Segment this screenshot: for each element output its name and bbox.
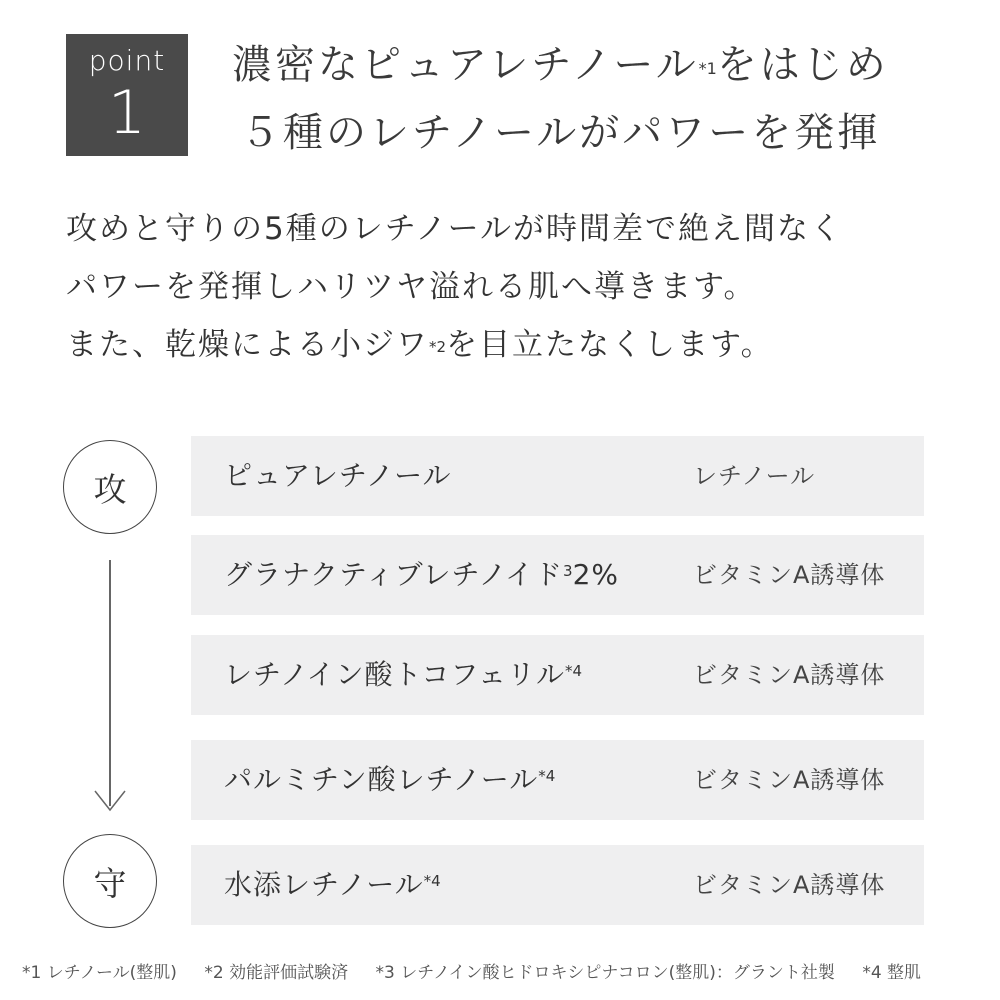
intro-line-3-tail: を目立たなくします。 [446,327,774,363]
headline-line-2: ５種のレチノールがパワーを発揮 [240,110,881,156]
badge-number: 1 [107,78,147,148]
attack-marker: 攻 [63,440,157,534]
footnote-2: *2 効能評価試験済 [204,963,349,983]
ingredient-name-text: ピュアレチノール [224,459,452,492]
intro-text [66,200,966,374]
ingredient-concentration: 2% [572,558,620,591]
ingredient-name [224,635,582,715]
ingredient-name [224,535,619,615]
badge-word: point [88,44,166,77]
point-badge [66,34,188,156]
headline-line-1-text: 濃密なピュアレチノール [232,42,699,88]
ingredient-type: ビタミンA誘導体 [693,766,886,794]
ingredient-row [191,535,924,615]
intro-line-3-text: また、乾燥による小ジワ [66,327,429,363]
arrow-line [109,560,111,806]
ingredient-type: レチノール [693,462,816,490]
footnote-ref: 3 [563,562,573,580]
footnote-1: *1 レチノール(整肌) [22,963,177,983]
footnote-ref: *1 [698,59,717,78]
ingredient-type: ビタミンA誘導体 [693,661,886,689]
ingredient-type: ビタミンA誘導体 [693,561,886,589]
footnote-ref: *4 [565,662,583,680]
ingredient-name-text: パルミチン酸レチノール [224,763,539,796]
ingredient-type: ビタミンA誘導体 [693,871,886,899]
ingredient-name-text: レチノイン酸トコフェリル [224,658,566,691]
intro-line-3 [66,316,966,374]
ingredient-row [191,845,924,925]
footnote-3: *3 レチノイン酸ヒドロキシピナコロン(整肌)：グラント社製 [375,963,835,983]
headline-line-1 [232,30,889,100]
intro-line-1: 攻めと守りの5種のレチノールが時間差で絶え間なく [66,211,844,247]
ingredient-row [191,436,924,516]
ingredient-name [224,845,441,925]
ingredient-name [224,436,452,516]
ingredient-name [224,740,555,820]
ingredient-row [191,635,924,715]
intro-line-2: パワーを発揮しハリツヤ溢れる肌へ導きます。 [66,269,757,305]
footnote-4: *4 整肌 [862,963,922,983]
footnote-ref: *2 [429,338,447,356]
headline-line-1-tail: をはじめ [716,42,889,88]
ingredient-row [191,740,924,820]
ingredient-name-text: グラナクティブレチノイド [224,558,564,591]
footnote-ref: *4 [538,767,556,785]
footnote-ref: *4 [423,872,441,890]
defend-marker: 守 [63,834,157,928]
ingredient-name-text: 水添レチノール [224,868,424,901]
footnotes [22,958,992,983]
arrow-down-icon [94,790,126,812]
